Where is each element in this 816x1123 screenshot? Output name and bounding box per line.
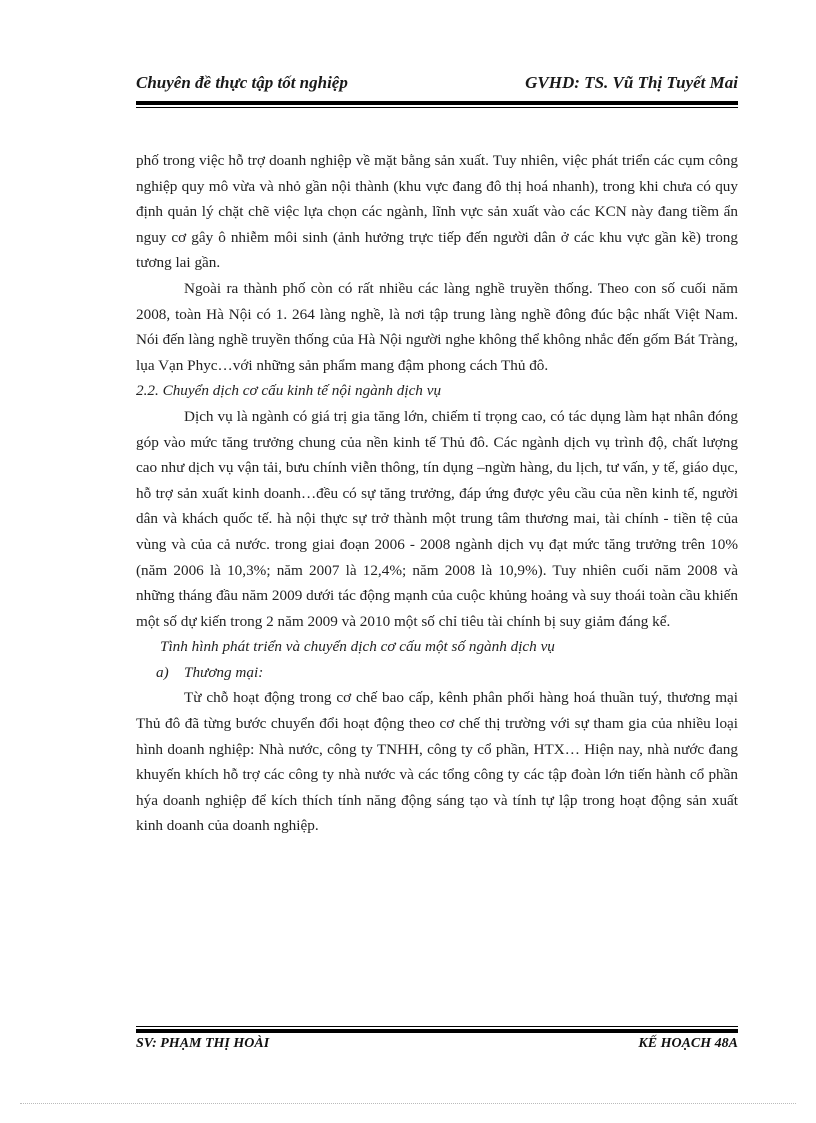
header-rule-thick (136, 101, 738, 105)
sub-heading: Tình hình phát triển và chuyển dịch cơ cấu một số ngành dịch vụ (160, 638, 555, 656)
paragraph-1: phố trong việc hỗ trợ doanh nghiệp về mặt bằng sản xuất. Tuy nhiên, việc phát triển các cụm công nghiệp quy mô vừa và nhỏ gần nội thành (khu vực đang đô thị hoá nhanh), trong khi chưa có quy định quản lý chặt chẽ việc lựa chọn các ngành, lĩnh vực sản xuất vào các KCN này đang tiềm ẩn nguy cơ gây ô nhiễm môi sinh (ảnh hưởng trực tiếp đến người dân ở các khu vực gần kề) trong tương lai gần. (136, 152, 738, 272)
list-item-label: Thương mại: (184, 663, 264, 681)
footer-student: SV: PHẠM THỊ HOÀI (136, 1036, 270, 1051)
document-body (136, 148, 738, 839)
paragraph-3: Dịch vụ là ngành có giá trị gia tăng lớn, chiếm tỉ trọng cao, có tác dụng làm hạt nhân đóng góp vào mức tăng trưởng chung của nền kinh tế Thủ đô. Các ngành dịch vụ trình độ, chất lượng cao như dịch vụ vận tải, bưu chính viễn thông, tín dụng –ngừn hàng, du lịch, tư vấn, y tế, giáo dục, hỗ trợ sản xuất kinh doanh…đều có sự tăng trưởng, đáp ứng được yêu cầu của nền kinh tế, người dân và khách quốc tế. hà nội thực sự trở thành một trung tâm thương mai, tài chính - tiền tệ của vùng và của cả nước. trong giai đoạn 2006 - 2008 ngành dịch vụ đạt mức tăng trưởng trên 10% (năm 2006 là 10,3%; năm 2007 là 12,4%; năm 2008 là 10,9%). Tuy nhiên cuối năm 2008 và những tháng đầu năm 2009 dưới tác động mạnh của cuộc khủng hoảng và suy thoái toàn cầu khiến một số dự kiến trong 2 năm 2009 và 2010 một số chỉ tiêu tài chính bị suy giảm đáng kể. (136, 407, 738, 630)
header-title: Chuyên đề thực tập tốt nghiệp (136, 73, 348, 92)
footer-class: KẾ HOẠCH 48A (638, 1036, 738, 1051)
footer-rule-thin (136, 1026, 738, 1027)
paragraph-4: Từ chỗ hoạt động trong cơ chế bao cấp, kênh phân phối hàng hoá thuần tuý, thương mại Thủ đô đã từng bước chuyển đổi hoạt động theo cơ chế thị trường với sự tham gia của nhiều loại hình doanh nghiệp: Nhà nước, công ty TNHH, công ty cổ phần, HTX… Hiện nay, nhà nước đang khuyến khích hỗ trợ các công ty nhà nước và các tổng công ty các tập đoàn lớn tiến hành cổ phần hýa doanh nghiệp để kích thích tính năng động sáng tạo và tính tự lập trong hoạt động sản xuất kinh doanh của doanh nghiệp. (136, 689, 738, 835)
page-footer (136, 1036, 738, 1056)
footer-rule-thick (136, 1029, 738, 1033)
page-bottom-divider (20, 1103, 796, 1104)
list-item-a (136, 660, 738, 686)
header-rule-thin (136, 107, 738, 108)
page-header (136, 73, 738, 99)
list-marker: a) (156, 663, 169, 681)
section-heading-2-2: 2.2. Chuyển dịch cơ cấu kinh tế nội ngành dịch vụ (136, 382, 442, 400)
paragraph-2: Ngoài ra thành phố còn có rất nhiều các làng nghề truyền thống. Theo con số cuối năm 2008, toàn Hà Nội có 1. 264 làng nghề, là nơi tập trung làng nghề đông đúc bậc nhất Việt Nam. Nói đến làng nghề truyền thống của Hà Nội người nghe không thể không nhắc đến gốm Bát Tràng, lụa Vạn Phyc…với những sản phẩm mang đậm phong cách Thủ đô. (136, 279, 738, 374)
header-supervisor: GVHD: TS. Vũ Thị Tuyết Mai (525, 73, 738, 92)
